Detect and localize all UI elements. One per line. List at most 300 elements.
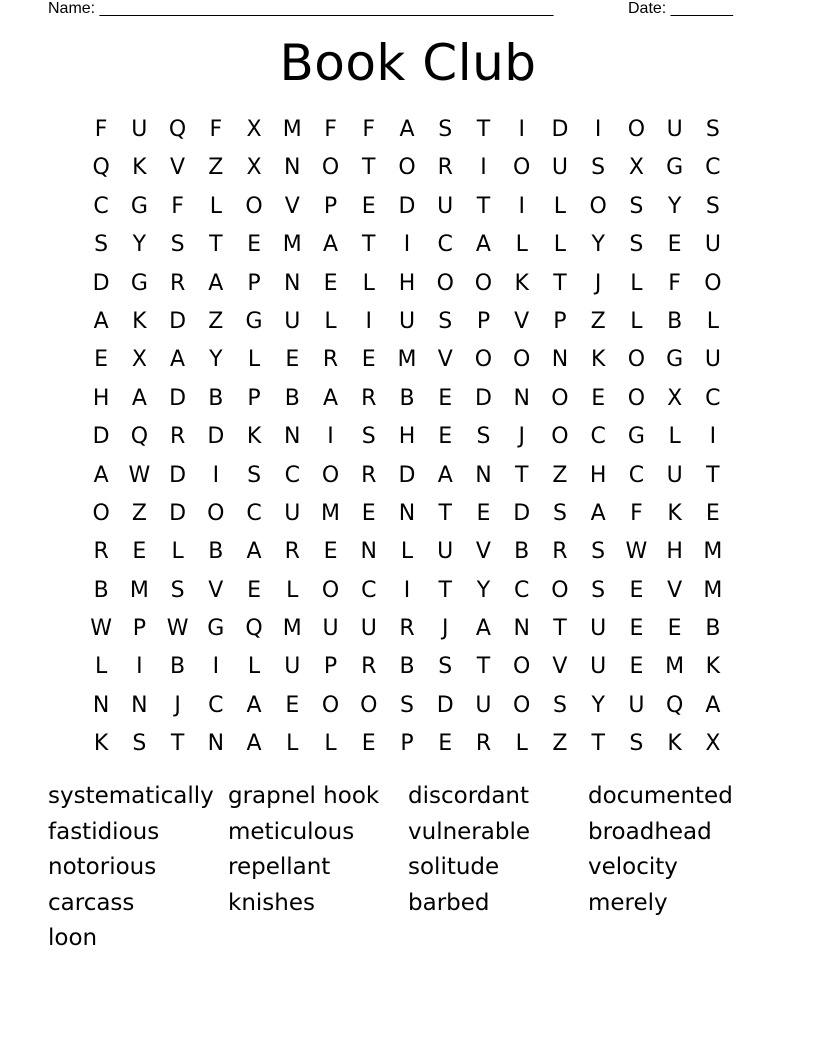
grid-letter: T (362, 155, 376, 181)
grid-letter: L (286, 731, 299, 757)
grid-letter: O (627, 347, 646, 373)
grid-letter: V (284, 193, 300, 219)
grid-letter: N (284, 270, 301, 296)
grid-letter: S (629, 232, 644, 258)
grid-row (82, 111, 732, 149)
grid-letter: U (437, 193, 454, 219)
grid-letter: M (397, 347, 417, 373)
grid-letter: I (594, 117, 602, 142)
page-title: Book Club (279, 34, 537, 92)
grid-letter: E (285, 347, 300, 373)
grid-letter: L (553, 193, 567, 219)
grid-letter: F (630, 500, 643, 526)
grid-letter: G (207, 616, 225, 642)
grid-row (82, 533, 732, 571)
grid-letter: E (361, 347, 376, 373)
grid-letter: O (627, 385, 646, 411)
word-list-item: notorious (48, 854, 157, 880)
grid-letter: T (476, 654, 491, 680)
grid-letter: P (476, 308, 491, 334)
grid-letter: A (322, 385, 339, 411)
grid-letter: V (475, 539, 491, 565)
grid-letter: X (246, 117, 262, 142)
grid-letter: N (284, 424, 301, 450)
grid-row (82, 341, 732, 379)
grid-letter: U (475, 692, 492, 718)
grid-letter: R (169, 270, 186, 296)
grid-letter: K (705, 654, 721, 680)
grid-letter: N (92, 692, 110, 718)
grid-letter: U (322, 616, 339, 642)
grid-letter: H (398, 424, 416, 450)
grid-letter: O (398, 155, 416, 181)
grid-letter: T (476, 193, 491, 219)
grid-letter: K (667, 731, 682, 757)
grid-row (82, 188, 732, 226)
grid-letter: S (361, 424, 376, 450)
grid-letter: O (551, 424, 569, 450)
grid-letter: D (436, 692, 454, 718)
grid-letter: O (207, 500, 225, 526)
grid-letter: H (666, 539, 683, 565)
grid-letter: S (170, 577, 185, 603)
grid-letter: K (590, 347, 606, 373)
grid-letter: O (321, 692, 340, 718)
grid-letter: S (400, 692, 414, 718)
grid-letter: R (361, 385, 377, 411)
grid-letter: M (703, 539, 723, 565)
grid-letter: R (361, 654, 377, 680)
grid-letter: J (594, 270, 602, 296)
grid-letter: L (286, 577, 299, 603)
word-list-item: merely (588, 889, 668, 916)
grid-letter: O (321, 155, 340, 181)
grid-letter: E (438, 385, 453, 411)
grid-letter: L (362, 270, 375, 296)
grid-letter: C (208, 692, 224, 718)
word-list-item: barbed (408, 889, 490, 916)
grid-letter: M (665, 654, 685, 680)
grid-letter: U (704, 232, 721, 258)
grid-row (82, 303, 732, 341)
grid-letter: E (438, 424, 453, 450)
grid-letter: T (209, 232, 223, 258)
grid-letter: A (475, 232, 491, 258)
grid-letter: E (323, 539, 338, 565)
word-search-grid (82, 111, 732, 764)
grid-letter: D (551, 117, 569, 142)
grid-letter: E (361, 193, 376, 219)
grid-letter: M (282, 117, 302, 142)
grid-letter: C (514, 577, 530, 603)
grid-letter: A (437, 462, 453, 488)
grid-letter: Q (245, 616, 263, 642)
grid-letter: U (284, 654, 301, 680)
grid-letter: E (629, 654, 644, 680)
grid-letter: I (709, 424, 717, 450)
grid-letter: D (169, 500, 187, 526)
grid-letter: N (475, 462, 492, 488)
grid-letter: U (284, 500, 301, 526)
grid-letter: E (591, 385, 606, 411)
grid-row (82, 265, 732, 303)
word-list-item: carcass (48, 889, 135, 916)
grid-letter: I (403, 232, 411, 258)
grid-letter: D (169, 308, 187, 334)
grid-letter: S (591, 155, 606, 181)
grid-letter: Z (590, 308, 606, 334)
grid-letter: E (667, 232, 682, 258)
grid-letter: E (476, 500, 491, 526)
grid-letter: H (398, 270, 416, 296)
grid-letter: A (131, 385, 147, 411)
grid-letter: O (436, 270, 454, 296)
grid-letter: W (625, 539, 648, 565)
grid-letter: Q (665, 692, 684, 718)
grid-letter: N (131, 692, 148, 718)
grid-letter: C (705, 155, 721, 181)
grid-letter: P (132, 616, 146, 642)
grid-letter: C (628, 462, 645, 488)
grid-letter: J (518, 424, 525, 450)
grid-letter: A (208, 270, 224, 296)
grid-letter: O (551, 577, 569, 603)
grid-letter: O (474, 270, 493, 296)
grid-letter: D (207, 424, 225, 450)
grid-letter: L (171, 539, 184, 565)
grid-letter: S (438, 308, 453, 334)
grid-letter: N (207, 731, 225, 757)
word-list-item: grapnel hook (228, 783, 380, 809)
grid-letter: W (128, 462, 151, 488)
grid-letter: E (438, 731, 453, 757)
grid-letter: A (246, 731, 262, 757)
grid-letter: K (93, 731, 109, 757)
grid-letter: L (324, 308, 337, 334)
grid-letter: N (284, 155, 301, 181)
grid-letter: B (93, 577, 109, 603)
grid-letter: F (171, 193, 184, 219)
grid-letter: T (438, 577, 452, 603)
grid-letter: S (247, 462, 262, 488)
grid-letter: M (282, 616, 302, 642)
grid-letter: A (93, 462, 109, 488)
grid-letter: W (90, 616, 112, 642)
grid-letter: S (132, 731, 147, 757)
grid-letter: D (513, 500, 531, 526)
grid-letter: J (174, 692, 181, 718)
grid-letter: X (246, 155, 262, 181)
grid-letter: O (513, 654, 531, 680)
grid-letter: L (324, 731, 337, 757)
grid-letter: B (399, 385, 415, 411)
word-list-item: fastidious (48, 818, 160, 845)
grid-letter: K (514, 270, 529, 296)
grid-letter: R (399, 616, 415, 642)
grid-letter: U (398, 308, 416, 334)
grid-letter: R (284, 539, 300, 565)
grid-letter: M (129, 577, 149, 603)
grid-letter: L (94, 654, 108, 680)
grid-row (82, 380, 732, 418)
grid-letter: X (628, 155, 644, 181)
grid-letter: S (629, 731, 644, 757)
grid-row (82, 226, 732, 264)
grid-letter: Q (92, 155, 110, 181)
grid-letter: R (169, 424, 186, 450)
grid-letter: O (589, 193, 607, 219)
grid-letter: Y (667, 193, 682, 219)
date-field-label: Date: _______ (628, 0, 733, 17)
grid-letter: B (208, 385, 224, 411)
word-list-item: discordant (408, 783, 530, 809)
grid-letter: Y (591, 232, 605, 258)
grid-letter: M (282, 232, 302, 258)
grid-letter: F (94, 117, 108, 142)
grid-letter: S (705, 193, 720, 219)
grid-letter: W (166, 616, 189, 642)
grid-letter: L (247, 654, 261, 680)
word-list-item: systematically (48, 783, 214, 809)
grid-letter: E (323, 270, 338, 296)
grid-letter: O (551, 385, 569, 411)
grid-letter: O (360, 692, 378, 718)
grid-letter: S (552, 500, 567, 526)
grid-letter: S (552, 692, 567, 718)
grid-letter: S (476, 424, 491, 450)
grid-letter: R (322, 347, 339, 373)
grid-letter: P (323, 193, 338, 219)
grid-letter: T (591, 731, 605, 757)
grid-letter: V (552, 654, 568, 680)
grid-letter: B (284, 385, 300, 411)
grid-letter: L (630, 270, 643, 296)
grid-letter: Z (552, 731, 568, 757)
grid-letter: Q (130, 424, 149, 450)
grid-letter: S (591, 539, 606, 565)
grid-letter: S (705, 117, 720, 142)
grid-letter: C (246, 500, 262, 526)
grid-letter: G (130, 193, 148, 219)
grid-letter: L (400, 539, 414, 565)
word-list-item: knishes (228, 889, 315, 916)
grid-letter: U (131, 117, 148, 142)
grid-letter: N (551, 347, 569, 373)
grid-row (82, 610, 732, 648)
grid-letter: B (667, 308, 683, 334)
grid-letter: Z (552, 462, 568, 488)
grid-letter: D (398, 462, 416, 488)
grid-letter: J (441, 616, 449, 642)
grid-letter: P (247, 270, 261, 296)
grid-letter: M (321, 500, 341, 526)
grid-letter: L (515, 731, 528, 757)
grid-letter: K (246, 424, 262, 450)
word-list-item: velocity (588, 854, 678, 880)
grid-letter: L (515, 232, 528, 258)
grid-letter: G (666, 155, 684, 181)
grid-letter: P (400, 731, 414, 757)
grid-letter: E (132, 539, 147, 565)
grid-letter: B (170, 654, 186, 680)
grid-letter: L (553, 232, 567, 258)
grid-letter: L (706, 308, 719, 334)
grid-letter: S (170, 232, 185, 258)
grid-letter: Y (591, 692, 605, 718)
grid-letter: V (667, 577, 683, 603)
grid-letter: E (361, 500, 376, 526)
grid-letter: Y (476, 577, 491, 603)
grid-letter: E (361, 731, 376, 757)
grid-letter: E (285, 692, 300, 718)
grid-letter: O (513, 692, 531, 718)
grid-letter: I (212, 654, 220, 680)
grid-letter: P (323, 654, 338, 680)
grid-letter: O (321, 577, 340, 603)
grid-letter: D (92, 424, 110, 450)
grid-letter: M (703, 577, 723, 603)
grid-row (82, 572, 732, 610)
grid-letter: A (93, 308, 109, 334)
grid-letter: F (668, 270, 681, 296)
grid-letter: V (514, 308, 530, 334)
grid-letter: A (705, 692, 721, 718)
grid-row (82, 648, 732, 686)
grid-letter: E (629, 616, 644, 642)
grid-letter: N (360, 539, 377, 565)
grid-letter: T (706, 462, 720, 488)
grid-letter: C (705, 385, 721, 411)
grid-letter: T (476, 117, 491, 142)
grid-letter: G (666, 347, 684, 373)
grid-letter: G (245, 308, 263, 334)
grid-letter: R (361, 462, 377, 488)
grid-letter: L (209, 193, 222, 219)
grid-letter: G (130, 270, 148, 296)
grid-letter: N (398, 500, 416, 526)
grid-letter: T (553, 270, 567, 296)
grid-letter: O (474, 347, 493, 373)
grid-letter: O (321, 462, 340, 488)
grid-letter: D (169, 385, 187, 411)
grid-row (82, 149, 732, 187)
grid-letter: I (327, 424, 334, 450)
grid-letter: K (132, 155, 147, 181)
grid-letter: O (704, 270, 722, 296)
grid-letter: T (514, 462, 529, 488)
grid-letter: L (668, 424, 681, 450)
grid-letter: I (518, 117, 525, 142)
grid-letter: A (399, 117, 415, 142)
grid-letter: R (552, 539, 568, 565)
word-list-item: solitude (408, 854, 500, 880)
word-list-item: broadhead (588, 818, 712, 845)
grid-letter: C (590, 424, 606, 450)
grid-letter: D (92, 270, 110, 296)
grid-letter: L (247, 347, 261, 373)
grid-letter: A (590, 500, 606, 526)
grid-letter: B (705, 616, 721, 642)
grid-letter: U (666, 462, 683, 488)
grid-letter: O (513, 155, 531, 181)
grid-letter: O (627, 117, 646, 142)
grid-letter: Q (168, 117, 187, 142)
grid-letter: T (438, 500, 452, 526)
grid-letter: T (170, 731, 185, 757)
grid-letter: L (630, 308, 643, 334)
grid-letter: U (590, 616, 607, 642)
grid-letter: Z (131, 500, 147, 526)
grid-letter: C (361, 577, 377, 603)
word-list-item: vulnerable (408, 818, 530, 845)
grid-letter: K (667, 500, 682, 526)
grid-letter: F (209, 117, 223, 142)
grid-letter: C (284, 462, 300, 488)
grid-letter: U (360, 616, 377, 642)
grid-letter: D (474, 385, 492, 411)
grid-letter: F (324, 117, 337, 142)
grid-letter: X (705, 731, 721, 757)
grid-letter: I (212, 462, 220, 488)
grid-letter: A (246, 539, 262, 565)
grid-letter: Z (208, 308, 224, 334)
grid-letter: C (437, 232, 453, 258)
grid-letter: U (704, 347, 721, 373)
grid-letter: I (403, 577, 411, 603)
grid-letter: P (247, 385, 261, 411)
grid-letter: E (667, 616, 682, 642)
grid-letter: H (589, 462, 607, 488)
grid-letter: A (322, 232, 339, 258)
grid-letter: B (208, 539, 224, 565)
grid-letter: I (365, 308, 372, 334)
grid-letter: H (92, 385, 110, 411)
grid-letter: S (94, 232, 109, 258)
grid-letter: B (399, 654, 415, 680)
grid-letter: U (551, 155, 568, 181)
header-line (48, 0, 748, 20)
grid-letter: S (591, 577, 606, 603)
grid-letter: V (170, 155, 186, 181)
word-list (48, 779, 788, 957)
grid-letter: I (480, 155, 487, 181)
grid-letter: E (705, 500, 720, 526)
grid-letter: E (94, 347, 109, 373)
grid-letter: F (362, 117, 376, 142)
grid-letter: A (246, 692, 262, 718)
grid-row (82, 457, 732, 495)
grid-letter: U (437, 539, 454, 565)
grid-row (82, 687, 732, 725)
grid-row (82, 725, 732, 763)
grid-letter: S (438, 117, 453, 142)
grid-letter: D (169, 462, 187, 488)
word-list-item: documented (588, 783, 733, 809)
grid-letter: P (553, 308, 567, 334)
grid-letter: X (667, 385, 683, 411)
grid-letter: U (628, 692, 645, 718)
grid-letter: G (627, 424, 645, 450)
grid-letter: T (553, 616, 567, 642)
grid-letter: U (666, 117, 683, 142)
grid-letter: S (629, 193, 644, 219)
grid-letter: I (518, 193, 525, 219)
grid-letter: E (629, 577, 644, 603)
grid-letter: A (170, 347, 186, 373)
grid-letter: B (514, 539, 530, 565)
grid-letter: I (136, 654, 143, 680)
grid-letter: E (247, 577, 261, 603)
